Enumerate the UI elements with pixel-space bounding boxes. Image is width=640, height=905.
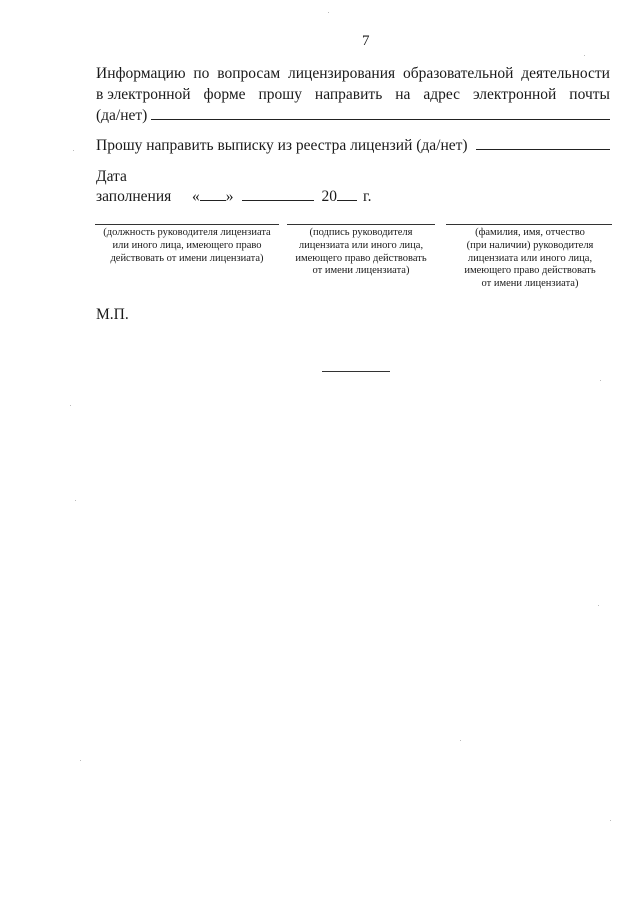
scan-speck <box>328 12 329 13</box>
word: направить <box>314 86 383 103</box>
signature-line[interactable] <box>287 224 435 225</box>
year-suffix: г. <box>363 188 372 205</box>
signature-caption <box>280 227 442 278</box>
word: почты <box>569 86 610 103</box>
full-name-caption <box>449 227 611 291</box>
registry-extract-answer-field[interactable] <box>476 136 610 150</box>
fill-label: заполнения <box>96 188 172 205</box>
word: форме <box>203 86 246 103</box>
scan-speck <box>610 820 611 821</box>
end-of-document-line <box>322 371 390 372</box>
word: деятельности <box>521 65 610 82</box>
paragraph1-line3 <box>96 105 610 126</box>
word: в электронной <box>96 86 191 103</box>
word: электронной <box>472 86 557 103</box>
scan-speck <box>600 380 601 381</box>
scan-speck <box>598 605 599 606</box>
open-quote: « <box>192 188 200 205</box>
scan-speck <box>70 405 71 406</box>
day-field[interactable] <box>200 187 226 201</box>
full-name-signature-line[interactable] <box>446 224 612 225</box>
position-caption-text: (должность руководителя лицензиата или иного лица, имеющего право действовать от имени лицензиата) <box>103 227 271 264</box>
close-quote: » <box>225 188 234 205</box>
word: лицензирования <box>288 65 396 82</box>
word: образовательной <box>402 65 514 82</box>
registry-extract-text: Прошу направить выписку из реестра лицензий (да/нет) <box>96 137 468 154</box>
registry-extract-paragraph <box>96 135 610 156</box>
signature-caption-text: (подпись руководителя лицензиата или иного лица, имеющего право действовать от имени лицензиата) <box>295 227 427 277</box>
year-prefix: 20 <box>321 188 337 205</box>
date-label: Дата <box>96 168 127 185</box>
fill-date-block <box>96 167 371 207</box>
word: вопросам <box>217 65 281 82</box>
paragraph1-line1 <box>96 63 610 84</box>
scan-speck <box>80 760 81 761</box>
email-answer-field[interactable] <box>151 106 610 120</box>
position-caption <box>90 227 284 265</box>
page-number: 7 <box>362 33 370 49</box>
scan-speck <box>75 500 76 501</box>
email-info-paragraph <box>96 63 610 126</box>
word: по <box>193 65 210 82</box>
full-name-caption-text: (фамилия, имя, отчество (при наличии) руководителя лицензиата или иного лица, имеющего право действовать от имени лицензиата) <box>464 227 596 290</box>
scan-speck <box>460 740 461 741</box>
month-field[interactable] <box>242 187 314 201</box>
yes-no-label: (да/нет) <box>96 107 148 124</box>
scan-speck <box>584 55 585 56</box>
paragraph1-line2 <box>96 84 610 105</box>
scan-speck <box>73 150 74 151</box>
stamp-place-label: М.П. <box>96 306 129 323</box>
position-signature-line[interactable] <box>95 224 279 225</box>
year-field[interactable] <box>337 187 357 201</box>
word: прошу <box>258 86 302 103</box>
word: адрес <box>423 86 460 103</box>
word: на <box>395 86 411 103</box>
word: Информацию <box>96 65 186 82</box>
